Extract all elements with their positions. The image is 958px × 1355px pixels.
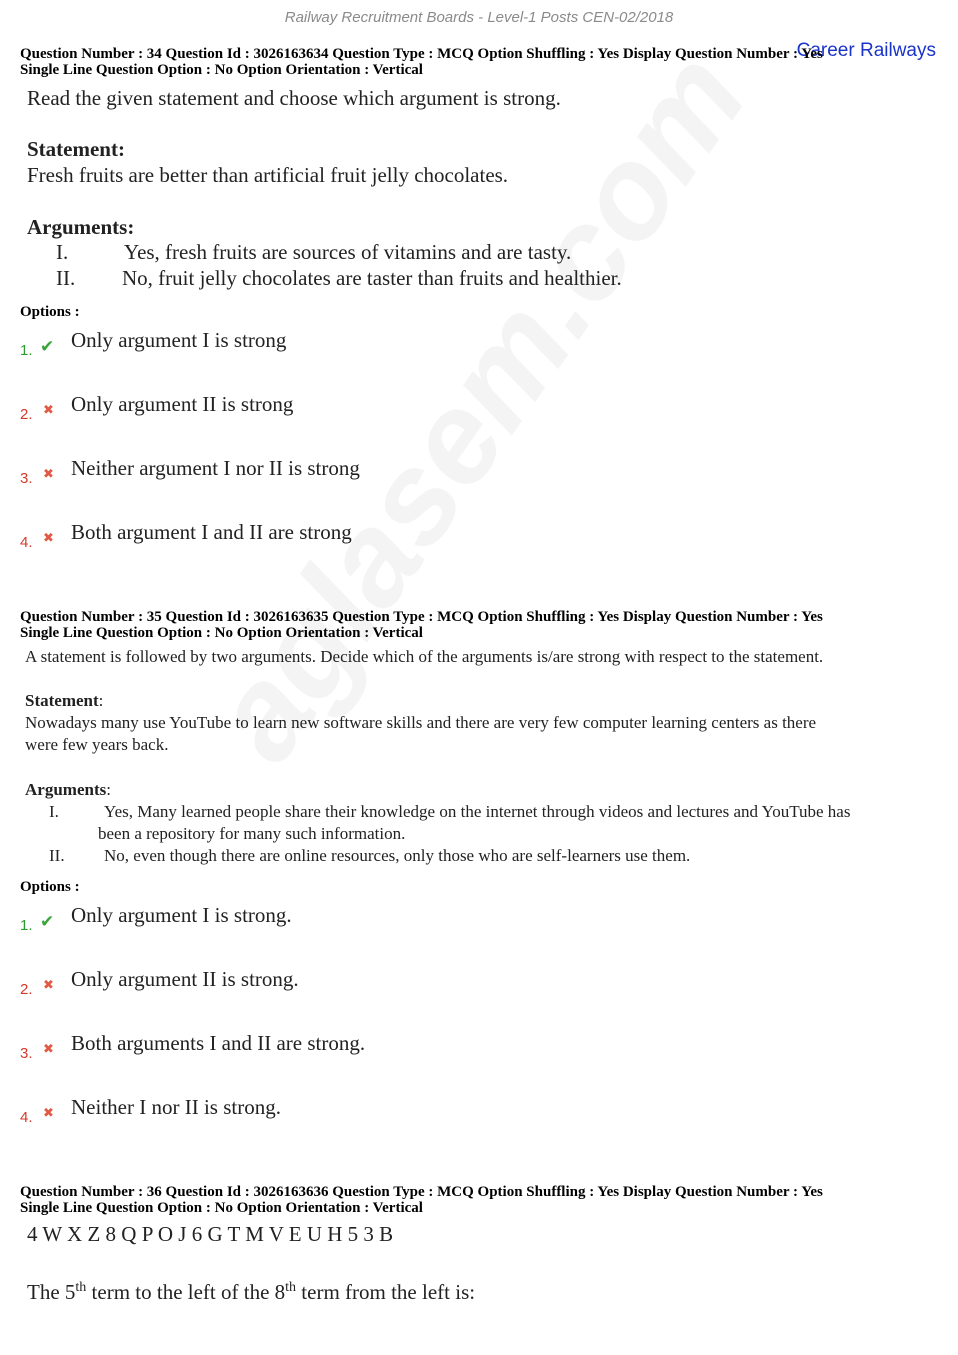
q34-statement-label: Statement: (27, 137, 125, 161)
q34-arg2-num: II. (56, 266, 76, 290)
cross-icon: ✖ (43, 403, 54, 418)
q35-arguments-label: Arguments: (25, 780, 111, 799)
q35-option-1-number: 1. (20, 917, 33, 934)
cross-icon: ✖ (43, 1106, 54, 1121)
q35-arg1-num: I. (49, 802, 59, 821)
q35-arg1-line-2: been a repository for many such information. (98, 824, 406, 843)
q34-arg1-num: I. (56, 240, 69, 264)
q35-prompt: A statement is followed by two arguments. Decide which of the arguments is/are strong with respect to the statement. (25, 647, 824, 666)
q35-arg1-line-1: Yes, Many learned people share their knowledge on the internet through videos and lectures and YouTube has (104, 802, 851, 821)
q35-option-2-number: 2. (20, 981, 33, 998)
cross-icon: ✖ (43, 531, 54, 546)
q36-meta-line-2: Single Line Question Option : No Option Orientation : Vertical (20, 1200, 423, 1216)
q35-meta-line-1: Question Number : 35 Question Id : 3026163635 Question Type : MCQ Option Shuffling : Yes Display Question Number : Yes (20, 609, 823, 625)
brand-label: Career Railways (796, 40, 936, 61)
q34-arg2: No, fruit jelly chocolates are taster than fruits and healthier. (122, 266, 622, 290)
q35-option-2-text: Only argument II is strong. (71, 967, 299, 991)
q34-option-3-number: 3. (20, 470, 33, 487)
q34-option-2-text: Only argument II is strong (71, 392, 294, 416)
q34-option-4-text: Both argument I and II are strong (71, 520, 352, 544)
q35-statement-line-1: Nowadays many use YouTube to learn new software skills and there are very few computer learning centers as there (25, 713, 817, 732)
q35-option-4-text: Neither I nor II is strong. (71, 1095, 281, 1119)
page-header: Railway Recruitment Boards - Level-1 Posts CEN-02/2018 (284, 9, 674, 26)
q35-option-3-text: Both arguments I and II are strong. (71, 1031, 366, 1055)
q35-arg2-num: II. (49, 846, 65, 865)
q36-prompt: The 5th term to the left of the 8th term from the left is: (27, 1280, 476, 1304)
q34-prompt: Read the given statement and choose which argument is strong. (27, 86, 561, 110)
cross-icon: ✖ (43, 1042, 54, 1057)
q36-sequence: 4 W X Z 8 Q P O J 6 G T M V E U H 5 3 B (27, 1222, 394, 1246)
q34-option-3-text: Neither argument I nor II is strong (71, 456, 360, 480)
q35-meta-line-2: Single Line Question Option : No Option Orientation : Vertical (20, 625, 423, 641)
q35-statement-label: Statement: (25, 691, 104, 710)
q34-option-1-number: 1. (20, 342, 33, 359)
q35-options-label: Options : (20, 879, 80, 895)
q35-arg2: No, even though there are online resources, only those who are self-learners use them. (104, 846, 691, 865)
q34-options-label: Options : (20, 304, 80, 320)
q35-option-1-text: Only argument I is strong. (71, 903, 292, 927)
q34-option-1-text: Only argument I is strong (71, 328, 287, 352)
cross-icon: ✖ (43, 467, 54, 482)
q35-statement-line-2: were few years back. (25, 735, 169, 754)
q34-arg1: Yes, fresh fruits are sources of vitamins and are tasty. (124, 240, 572, 264)
q36-meta-line-1: Question Number : 36 Question Id : 3026163636 Question Type : MCQ Option Shuffling : Yes Display Question Number : Yes (20, 1184, 823, 1200)
q35-option-4-number: 4. (20, 1109, 33, 1126)
q35-option-3-number: 3. (20, 1045, 33, 1062)
q34-statement: Fresh fruits are better than artificial fruit jelly chocolates. (27, 163, 509, 187)
q34-meta-line-2: Single Line Question Option : No Option Orientation : Vertical (20, 62, 423, 78)
check-icon: ✔ (40, 912, 55, 932)
check-icon: ✔ (40, 337, 55, 357)
q34-option-4-number: 4. (20, 534, 33, 551)
q34-arguments-label: Arguments: (27, 215, 135, 239)
q34-option-2-number: 2. (20, 406, 33, 423)
q34-meta-line-1: Question Number : 34 Question Id : 3026163634 Question Type : MCQ Option Shuffling : Yes Display Question Number : Yes (20, 46, 823, 62)
cross-icon: ✖ (43, 978, 54, 993)
